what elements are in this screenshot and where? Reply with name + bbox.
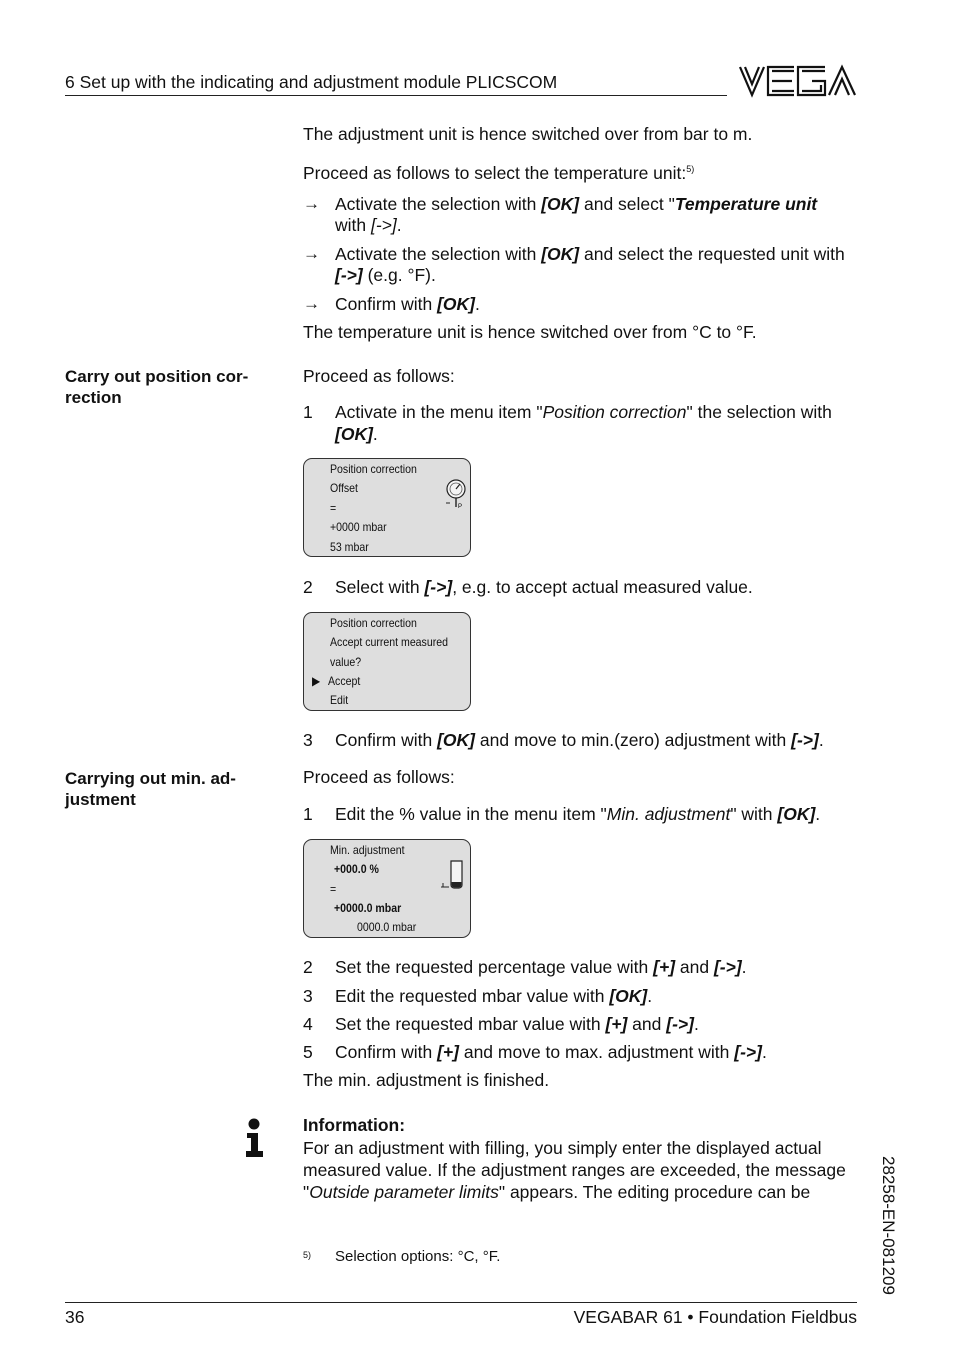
step-text: Edit the requested mbar value with [OK]. xyxy=(335,986,653,1006)
running-header: 6 Set up with the indicating and adjustment module PLICSCOM xyxy=(65,72,558,92)
step-number: 5 xyxy=(303,1042,313,1062)
step-number: 1 xyxy=(303,402,313,422)
lcd-line: Offset xyxy=(330,481,358,495)
info-text: measured value. If the adjustment ranges are exceeded, the message xyxy=(303,1160,846,1180)
step-number: 2 xyxy=(303,577,313,597)
side-heading: justment xyxy=(65,790,136,809)
lcd-line: value? xyxy=(330,655,362,669)
lcd-option: Edit xyxy=(330,693,349,707)
side-heading: rection xyxy=(65,388,122,407)
tank-level-icon xyxy=(440,858,466,892)
pressure-gauge-icon xyxy=(444,477,466,511)
step-text: Select with [->], e.g. to accept actual measured value. xyxy=(335,577,753,597)
side-heading: Carrying out min. ad- xyxy=(65,769,236,788)
step-text: Set the requested mbar value with [+] and [->]. xyxy=(335,1014,699,1034)
lcd-display-min-adjustment xyxy=(303,839,471,938)
paragraph: The min. adjustment is finished. xyxy=(303,1070,550,1090)
step-text: Activate the selection with [OK] and select the requested unit with xyxy=(335,244,845,264)
step-text: Confirm with [+] and move to max. adjustment with [->]. xyxy=(335,1042,767,1062)
arrow-icon: → xyxy=(303,294,320,313)
page-number: 36 xyxy=(65,1307,85,1327)
info-text: "Outside parameter limits" appears. The editing procedure can be xyxy=(303,1182,811,1202)
product-name: VEGABAR 61 • Foundation Fieldbus xyxy=(573,1307,857,1327)
lcd-line: 0000.0 mbar xyxy=(357,920,417,934)
paragraph: Proceed as follows: xyxy=(303,767,455,787)
step-text: Edit the % value in the menu item "Min. adjustment" with [OK]. xyxy=(335,804,821,824)
arrow-icon: → xyxy=(303,244,320,263)
lcd-line: = xyxy=(330,501,337,515)
paragraph: Proceed as follows: xyxy=(303,366,455,386)
footer-rule xyxy=(65,1302,857,1303)
lcd-line: +0000.0 mbar xyxy=(334,901,402,915)
footnote-ref: 5) xyxy=(686,164,695,174)
document-id-container xyxy=(878,1156,898,1306)
step-text: with [->]. xyxy=(335,215,402,235)
footnote-text: Selection options: °C, °F. xyxy=(335,1248,501,1265)
step-number: 2 xyxy=(303,957,313,977)
step-text: Set the requested percentage value with [+] and [->]. xyxy=(335,957,747,977)
document-id: 28258-EN-081209 xyxy=(879,1156,898,1295)
lcd-display-accept xyxy=(303,612,471,711)
step-text: [->] (e.g. °F). xyxy=(335,265,436,285)
step-text: Confirm with [OK] and move to min.(zero) adjustment with [->]. xyxy=(335,730,824,750)
svg-text:P: P xyxy=(458,504,463,510)
selection-cursor-icon: ▶ xyxy=(312,674,321,688)
step-number: 1 xyxy=(303,804,313,824)
paragraph: Proceed as follows to select the temperature unit:$^{5)}$ xyxy=(303,162,695,183)
step-number: 4 xyxy=(303,1014,313,1034)
lcd-line: Accept current measured xyxy=(330,635,448,649)
info-text: For an adjustment with filling, you simply enter the displayed actual xyxy=(303,1138,822,1158)
lcd-line: +000.0 % xyxy=(334,862,379,876)
lcd-display-offset xyxy=(303,458,471,557)
lcd-line: Position correction xyxy=(330,616,417,630)
lcd-line: +0000 mbar xyxy=(330,520,387,534)
vega-logo xyxy=(738,64,858,98)
lcd-line: = xyxy=(330,882,337,896)
step-text: [OK]. xyxy=(335,424,378,444)
lcd-line: Position correction xyxy=(330,462,417,476)
step-text: Confirm with [OK]. xyxy=(335,294,480,314)
lcd-line: 53 mbar xyxy=(330,540,369,554)
info-icon xyxy=(244,1118,266,1158)
paragraph: The temperature unit is hence switched over from °C to °F. xyxy=(303,322,757,342)
step-text: Activate in the menu item "Position correction" the selection with xyxy=(335,402,832,422)
side-heading: Carry out position cor- xyxy=(65,367,249,386)
step-number: 3 xyxy=(303,986,313,1006)
lcd-option: Accept xyxy=(328,674,361,688)
header-rule xyxy=(65,95,727,96)
arrow-icon: → xyxy=(303,194,320,213)
lcd-line: Min. adjustment xyxy=(330,843,405,857)
step-text: Activate the selection with [OK] and select "Temperature unit xyxy=(335,194,818,214)
footnote-mark: 5) xyxy=(303,1250,312,1260)
step-number: 3 xyxy=(303,730,313,750)
info-title: Information: xyxy=(303,1115,406,1135)
paragraph: The adjustment unit is hence switched over from bar to m. xyxy=(303,124,753,144)
